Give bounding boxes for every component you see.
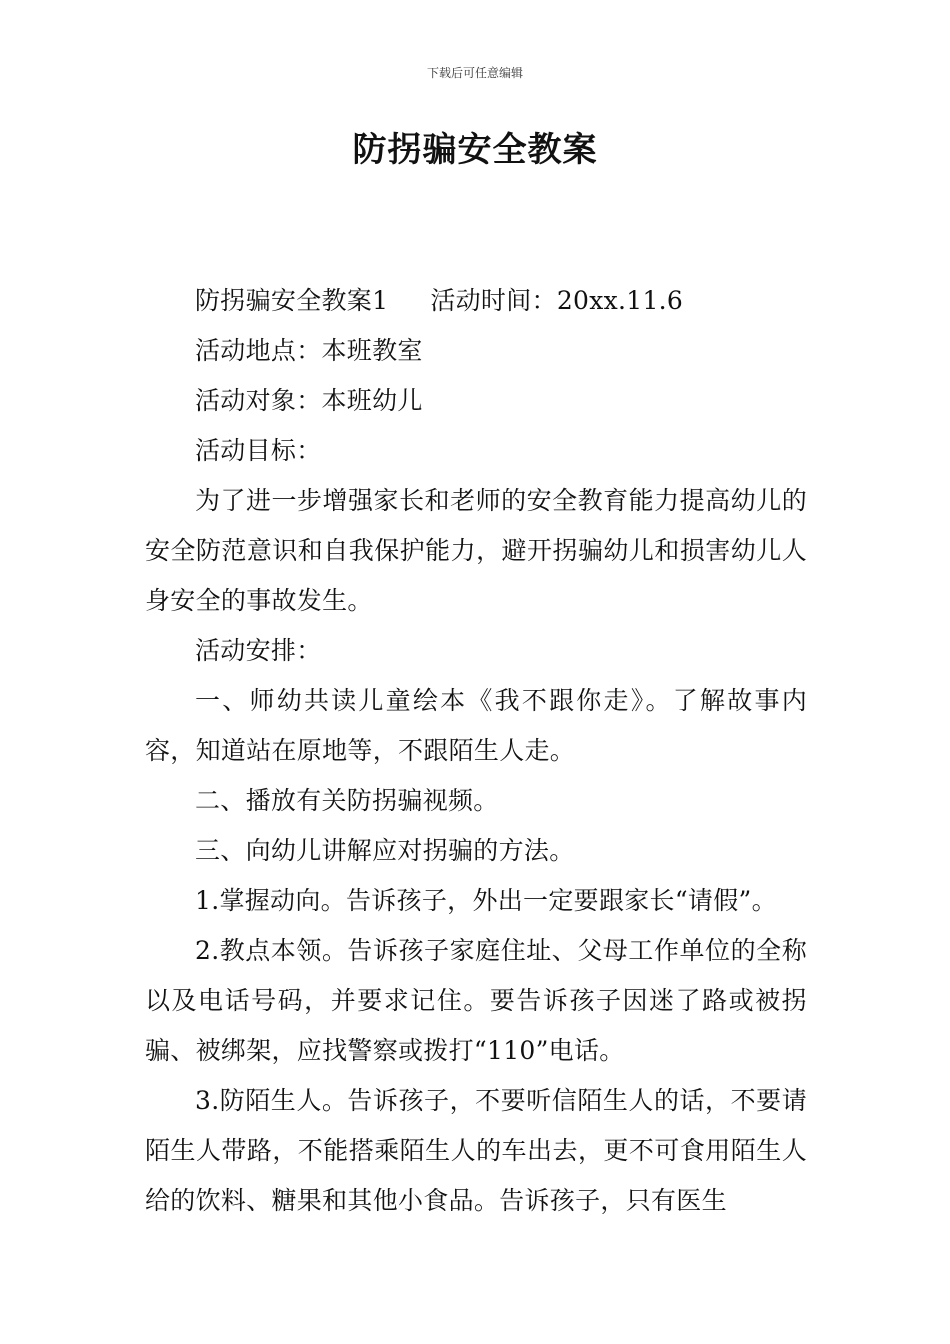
paragraph: 活动目标：: [195, 436, 322, 465]
header-note: 下载后可任意编辑: [426, 66, 523, 80]
document-body: [145, 276, 807, 1226]
document-title: 防拐骗安全教案: [352, 130, 598, 170]
activity-time: 活动时间：20xx.11.6: [430, 286, 684, 315]
paragraph: 活动安排：: [195, 636, 322, 665]
lesson-subtitle: 防拐骗安全教案1: [195, 286, 389, 315]
paragraph: 为了进一步增强家长和老师的安全教育能力提高幼儿的安全防范意识和自我保护能力，避开拐骗幼儿和损害幼儿人身安全的事故发生。: [145, 486, 807, 615]
paragraph: 活动对象：本班幼儿: [195, 386, 423, 415]
intro-line: [145, 276, 807, 326]
paragraph: 2.教点本领。告诉孩子家庭住址、父母工作单位的全称以及电话号码，并要求记住。要告诉孩子因迷了路或被拐骗、被绑架，应找警察或拨打“110”电话。: [145, 936, 807, 1065]
paragraph: 一、师幼共读儿童绘本《我不跟你走》。了解故事内容，知道站在原地等，不跟陌生人走。: [145, 686, 807, 765]
paragraph: 3.防陌生人。告诉孩子，不要听信陌生人的话，不要请陌生人带路，不能搭乘陌生人的车出去，更不可食用陌生人给的饮料、糖果和其他小食品。告诉孩子，只有医生: [145, 1086, 807, 1215]
paragraph: 活动地点：本班教室: [195, 336, 423, 365]
paragraph: 二、播放有关防拐骗视频。: [195, 786, 499, 815]
paragraph: 三、向幼儿讲解应对拐骗的方法。: [195, 836, 575, 865]
paragraph: 1.掌握动向。告诉孩子，外出一定要跟家长“请假”。: [195, 886, 777, 915]
